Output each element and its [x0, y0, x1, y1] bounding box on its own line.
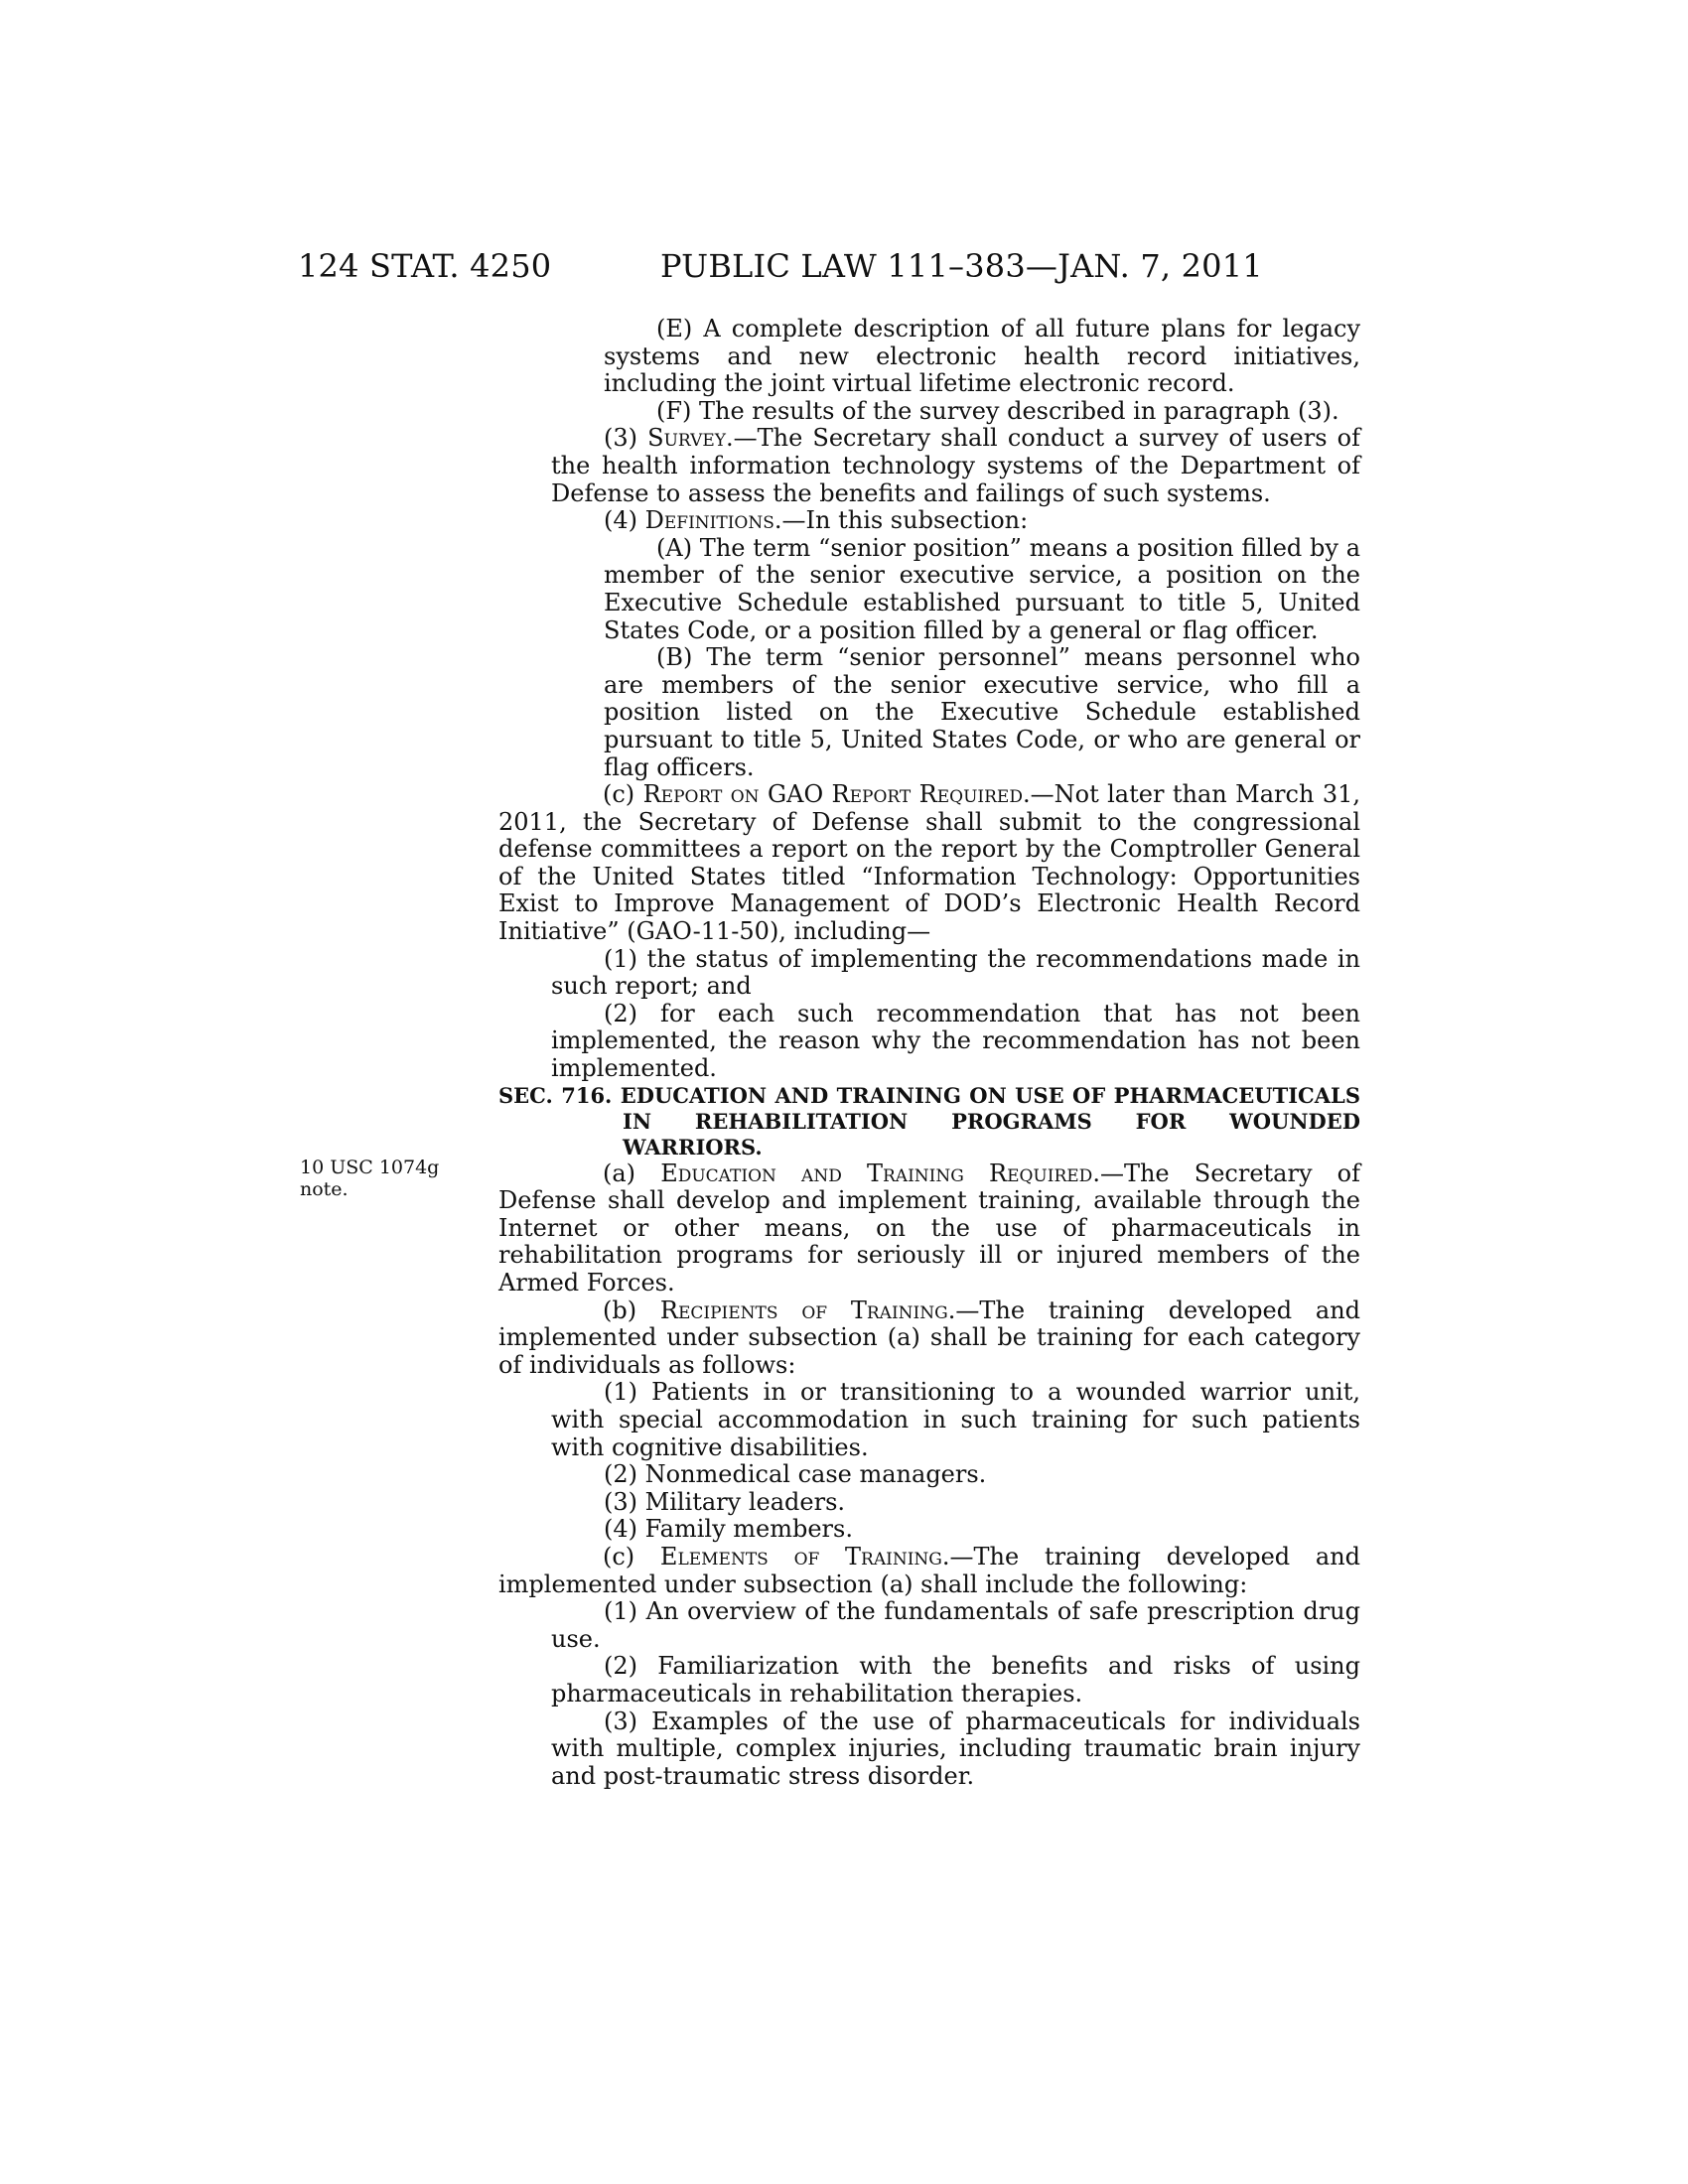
definition-b: (B) The term “senior personnel” means personnel who are members of the senior executive service, who fill a position listed on the Executive Schedule established pursuant to title 5, United States Code, or who are general or flag officers.	[604, 643, 1360, 781]
subsection-c-elements	[498, 1544, 1360, 1598]
clause-f: (F) The results of the survey described in paragraph (3).	[656, 396, 1339, 425]
subsection-number: (c)	[603, 780, 643, 809]
definition-a: (A) The term “senior position” means a position filled by a member of the senior executive service, a position on the Executive Schedule established pursuant to title 5, United States Code, or a position filled by a general or flag officer.	[604, 533, 1360, 644]
element-item-1: (1) An overview of the fundamentals of safe prescription drug use.	[551, 1597, 1360, 1653]
subsection-number: (c)	[603, 1542, 660, 1570]
subsection-text: .—The Secretary of Defense shall develop and implement training, available through the Internet or other means, on the use of pharmaceuticals in rehabilitation programs for seriously ill or injured members of the Armed Forces.	[498, 1159, 1361, 1297]
subsection-heading: Report on GAO Report Required	[642, 780, 1023, 809]
recipient-item-4: (4) Family members.	[604, 1515, 853, 1544]
paragraph-number: (4)	[604, 506, 645, 535]
subsection-number: (a)	[603, 1159, 661, 1187]
subsection-heading: Education and Training Required	[660, 1159, 1093, 1187]
subsection-b	[498, 1297, 1360, 1380]
recipient-item-2: (2) Nonmedical case managers.	[604, 1460, 987, 1489]
paragraph-3-survey	[498, 425, 1360, 507]
running-header: PUBLIC LAW 111–383—JAN. 7, 2011	[660, 247, 1263, 285]
paragraph-4-definitions	[498, 507, 1360, 535]
page-stat-citation: 124 STAT. 4250	[298, 247, 552, 285]
margin-note: 10 USC 1074g note.	[300, 1157, 440, 1200]
subsection-heading: Elements of Training	[659, 1542, 942, 1570]
subsection-text: .—The training developed and implemented under subsection (a) shall be training for each category of individuals as follows:	[498, 1296, 1361, 1379]
body-text	[498, 316, 1360, 1790]
paragraph-heading: Survey	[647, 424, 726, 453]
paragraph-text: .—The Secretary shall conduct a survey of users of the health information technology systems of the Department of Defense to assess the benefits and failings of such systems.	[551, 424, 1360, 507]
section-heading: SEC. 716. EDUCATION AND TRAINING ON USE OF PHARMACEUTICALS IN REHABILITATION PROGRAMS FOR WOUNDED WARRIORS.	[498, 1082, 1360, 1160]
subsection-a	[498, 1160, 1360, 1297]
subsection-text: .—Not later than March 31, 2011, the Secretary of Defense shall submit to the congressional defense committees a report on the report by the Comptroller General of the United States titled “Information Technology: Opportunities Exist to Improve Management of DOD’s Electronic Health Record Initiative” (GAO-11-50), including—	[498, 780, 1360, 946]
paragraph-heading: Definitions	[644, 506, 774, 535]
subsection-number: (b)	[603, 1296, 660, 1324]
subsection-heading: Recipients of Training	[659, 1296, 948, 1324]
subsection-c-report	[498, 781, 1360, 946]
element-item-2: (2) Familiarization with the benefits and risks of using pharmaceuticals in rehabilitation therapies.	[551, 1652, 1360, 1707]
report-item-1: (1) the status of implementing the recommendations made in such report; and	[551, 944, 1360, 1001]
recipient-item-1: (1) Patients in or transitioning to a wounded warrior unit, with special accommodation in such training for such patients with cognitive disabilities.	[551, 1378, 1360, 1461]
clause-e: (E) A complete description of all future plans for legacy systems and new electronic health record initiatives, including the joint virtual lifetime electronic record.	[604, 315, 1360, 398]
subsection-text: .—The training developed and implemented under subsection (a) shall include the following:	[498, 1542, 1361, 1598]
paragraph-text: .—In this subsection:	[774, 506, 1029, 535]
report-item-2: (2) for each such recommendation that has not been implemented, the reason why the recommendation has not been implemented.	[551, 999, 1360, 1083]
paragraph-number: (3)	[604, 424, 648, 453]
recipient-item-3: (3) Military leaders.	[604, 1487, 846, 1516]
element-item-3: (3) Examples of the use of pharmaceuticals for individuals with multiple, complex injuries, including traumatic brain injury and post-traumatic stress disorder.	[551, 1706, 1360, 1790]
